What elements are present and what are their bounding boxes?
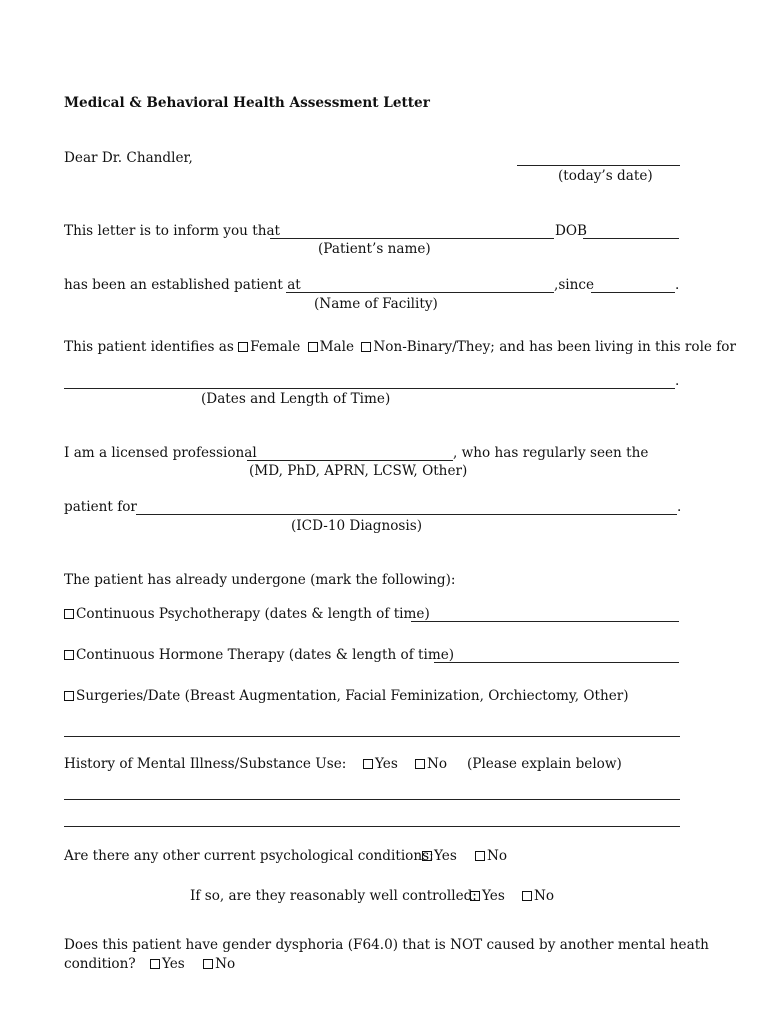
hormone-option[interactable] — [64, 647, 454, 664]
other-conditions-no-option[interactable] — [475, 848, 507, 865]
history-no-checkbox[interactable] — [415, 759, 425, 769]
well-controlled-yes-checkbox[interactable] — [470, 891, 480, 901]
since-period: . — [675, 277, 680, 293]
since-field[interactable] — [591, 292, 675, 293]
history-no-option[interactable] — [415, 756, 447, 773]
psychotherapy-checkbox[interactable] — [64, 609, 74, 619]
undergone-heading: The patient has already undergone (mark the following): — [64, 572, 456, 588]
credential-caption: (MD, PhD, APRN, LCSW, Other) — [249, 463, 468, 479]
well-controlled-question: If so, are they reasonably well controlled: — [190, 888, 477, 904]
diagnosis-field[interactable] — [136, 514, 677, 515]
facility-caption: (Name of Facility) — [314, 296, 438, 312]
male-label: Male — [319, 339, 355, 355]
licensed-prefix: I am a licensed professional — [64, 445, 257, 461]
well-controlled-no-option[interactable] — [522, 888, 554, 905]
dates-period: . — [675, 373, 680, 389]
well-controlled-no-label: No — [534, 888, 555, 904]
dob-label: DOB — [555, 223, 588, 239]
other-conditions-question: Are there any other current psychological conditions: — [64, 848, 434, 864]
dates-length-field[interactable] — [64, 388, 675, 389]
dysphoria-yes-checkbox[interactable] — [150, 959, 160, 969]
patient-for-label: patient for — [64, 499, 137, 515]
nonbinary-label: Non-Binary/They; and has been living in this role for — [373, 339, 736, 355]
male-option[interactable] — [308, 339, 354, 356]
todays-date-caption: (today’s date) — [558, 168, 653, 184]
hormone-checkbox[interactable] — [64, 650, 74, 660]
history-no-label: No — [427, 756, 448, 772]
identifies-line — [64, 339, 736, 356]
diagnosis-period: . — [677, 499, 682, 515]
diagnosis-caption: (ICD-10 Diagnosis) — [291, 518, 423, 534]
hormone-field[interactable] — [434, 662, 679, 663]
history-label: History of Mental Illness/Substance Use: — [64, 756, 347, 772]
well-controlled-yes-option[interactable] — [470, 888, 505, 905]
nonbinary-checkbox[interactable] — [361, 342, 371, 352]
history-explain-line-1[interactable] — [64, 799, 680, 800]
history-yes-label: Yes — [375, 756, 398, 772]
other-conditions-yes-option[interactable] — [422, 848, 457, 865]
patient-name-caption: (Patient’s name) — [318, 241, 431, 257]
facility-field[interactable] — [286, 292, 554, 293]
salutation: Dear Dr. Chandler, — [64, 150, 193, 166]
hormone-label: Continuous Hormone Therapy (dates & length of time) — [76, 647, 455, 663]
dysphoria-yes-label: Yes — [161, 956, 185, 972]
surgeries-field[interactable] — [64, 736, 680, 737]
licensed-suffix: , who has regularly seen the — [453, 445, 649, 461]
psychotherapy-field[interactable] — [411, 621, 679, 622]
surgeries-checkbox[interactable] — [64, 691, 74, 701]
dysphoria-question-tail: condition? — [64, 956, 136, 972]
inform-prefix: This letter is to inform you that — [64, 223, 281, 239]
male-checkbox[interactable] — [308, 342, 318, 352]
surgeries-option[interactable] — [64, 688, 629, 705]
history-yes-checkbox[interactable] — [363, 759, 373, 769]
dates-caption: (Dates and Length of Time) — [201, 391, 391, 407]
patient-name-field[interactable] — [270, 238, 554, 239]
history-explain-line-2[interactable] — [64, 826, 680, 827]
dysphoria-question-line-2 — [64, 956, 235, 973]
identifies-prefix: This patient identifies as — [64, 339, 234, 355]
nonbinary-option[interactable] — [361, 339, 736, 356]
history-yes-option[interactable] — [363, 756, 398, 773]
dysphoria-no-checkbox[interactable] — [203, 959, 213, 969]
female-option[interactable] — [238, 339, 300, 356]
todays-date-field[interactable] — [517, 165, 680, 166]
dysphoria-yes-option[interactable] — [150, 956, 185, 973]
dob-field[interactable] — [583, 238, 679, 239]
other-conditions-yes-label: Yes — [434, 848, 457, 864]
other-conditions-yes-checkbox[interactable] — [422, 851, 432, 861]
psychotherapy-label: Continuous Psychotherapy (dates & length of time) — [76, 606, 430, 622]
page-title: Medical & Behavioral Health Assessment Letter — [64, 95, 430, 111]
female-checkbox[interactable] — [238, 342, 248, 352]
surgeries-label: Surgeries/Date (Breast Augmentation, Facial Feminization, Orchiectomy, Other) — [76, 688, 629, 704]
dysphoria-no-option[interactable] — [203, 956, 235, 973]
explain-below-note: (Please explain below) — [467, 756, 622, 772]
other-conditions-no-checkbox[interactable] — [475, 851, 485, 861]
other-conditions-no-label: No — [487, 848, 508, 864]
psychotherapy-option[interactable] — [64, 606, 430, 623]
credential-field[interactable] — [247, 460, 453, 461]
since-label: ,since — [554, 277, 595, 293]
dysphoria-question-line-1: Does this patient have gender dysphoria (F64.0) that is NOT caused by another mental heath — [64, 937, 709, 953]
dysphoria-no-label: No — [215, 956, 236, 972]
female-label: Female — [250, 339, 301, 355]
well-controlled-yes-label: Yes — [482, 888, 505, 904]
well-controlled-no-checkbox[interactable] — [522, 891, 532, 901]
established-prefix: has been an established patient at — [64, 277, 301, 293]
